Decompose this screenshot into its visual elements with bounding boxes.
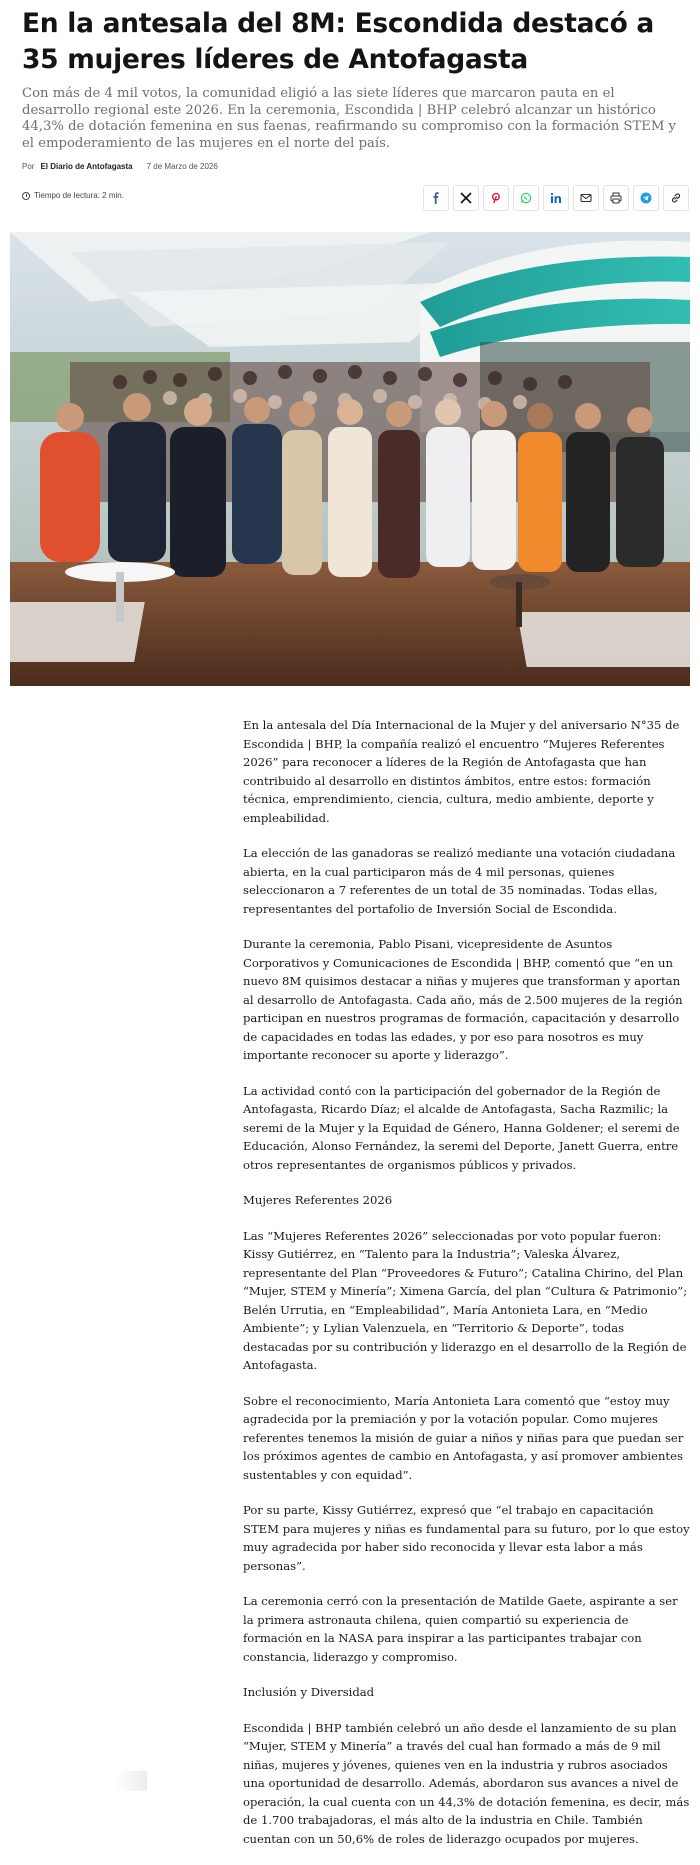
hero-photo <box>10 232 690 686</box>
body-paragraph: Durante la ceremonia, Pablo Pisani, vicepresidente de Asuntos Corporativos y Comunicaciones de Escondida | BHP, comentó que “en un nuevo 8M quisimos destacar a niñas y mujeres que transforman y aportan al desarrollo de Antofagasta. Cada año, más de 2.500 mujeres de la región participan en nuestros programas de formación, capacitación y desarrollo de capacidades en todas las edades, y por eso para nosotros es muy importante reconocer su aporte y liderazgo”. <box>243 937 683 1062</box>
print-button[interactable] <box>603 185 629 211</box>
facebook-icon <box>430 192 442 204</box>
x-icon <box>460 192 472 204</box>
body-paragraph: Escondida | BHP también celebró un año desde el lanzamiento de su plan “Mujer, STEM y Minería” a través del cual han formado a más de 9 mil niñas, mujeres y jóvenes, quienes ven en la industria y rubros asociados una oportunidad de desarrollo. Además, abordaron sus avances a nivel de operación, la cual cuenta con un 44,3% de dotación femenina, es decir, más de 1.700 trabajadoras, el más alto de la industria en Chile. También cuentan con un 50,6% de roles de liderazgo ocupados por mujeres. <box>243 1720 690 1846</box>
body-paragraph: La ceremonia cerró con la presentación de Matilde Gaete, aspirante a ser la primera astronauta chilena, quien compartió su experiencia de formación en la NASA para inspirar a las participantes trabajar con constancia, liderazgo y compromiso. <box>243 1594 678 1664</box>
linkedin-icon <box>550 192 562 204</box>
share-bar <box>423 185 689 211</box>
article-summary: Con más de 4 mil votos, la comunidad eligió a las siete líderes que marcaron pauta en el desarrollo regional este 2026. En la ceremonia, Escondida | BHP celebró alcanzar un histórico 44,3% de dotación femenina en sus faenas, reafirmando su compromiso con la formación STEM y el empoderamiento de las mujeres en el norte del país. <box>22 86 677 151</box>
body-paragraph: Por su parte, Kissy Gutiérrez, expresó que “el trabajo en capacitación STEM para mujeres y niñas es fundamental para su futuro, por lo que estoy muy agradecida por haber sido reconocida y llevar esta labor a más personas”. <box>243 1503 690 1573</box>
body-paragraph: Las “Mujeres Referentes 2026” seleccionadas por voto popular fueron: Kissy Gutiérrez, en “Talento para la Industria”; Valeska Álvarez, representante del Plan “Proveedores & Futuro”; Catalina Chirino, del Plan “Mujer, STEM y Minería”; Ximena García, del plan “Cultura & Patrimonio”; Belén Urrutia, en “Empleabilidad”, María Antonieta Lara, en “Medio Ambiente”; y Lylian Valenzuela, en “Territorio & Deporte”, todas destacadas por su contribución y liderazgo en el desarrollo de la Región de Antofagasta. <box>243 1228 688 1372</box>
reading-time <box>22 191 124 200</box>
link-icon <box>670 192 682 204</box>
whatsapp-icon <box>520 192 532 204</box>
publish-date: 7 de Marzo de 2026 <box>146 162 218 171</box>
article-title: En la antesala del 8M: Escondida destacó a 35 mujeres líderes de Antofagasta <box>22 8 654 75</box>
share-linkedin-button[interactable] <box>543 185 569 211</box>
reading-time-label: Tiempo de lectura: 2 min. <box>34 191 124 200</box>
body-paragraph: En la antesala del Día Internacional de la Mujer y del aniversario N°35 de Escondida | BHP, la compañía realizó el encuentro “Mujeres Referentes 2026” para reconocer a líderes de la Región de Antofagasta que han contribuido al desarrollo en distintos ámbitos, entre estos: formación técnica, emprendimiento, ciencia, cultura, medio ambiente, deporte y empleabilidad. <box>243 718 680 825</box>
faded-overlay <box>115 1771 147 1791</box>
group-photo-illustration <box>10 232 690 686</box>
body-paragraph: La elección de las ganadoras se realizó mediante una votación ciudadana abierta, en la cual participaron más de 4 mil personas, quienes seleccionaron a 7 referentes de un total de 35 nominadas. Todas ellas, representantes del portafolio de Inversión Social de Escondida. <box>243 846 676 916</box>
copy-link-button[interactable] <box>663 185 689 211</box>
article-body <box>243 716 691 1865</box>
email-icon <box>580 192 592 204</box>
telegram-icon <box>640 192 652 204</box>
print-icon <box>610 192 622 204</box>
pinterest-icon <box>490 192 502 204</box>
byline <box>22 162 218 171</box>
share-pinterest-button[interactable] <box>483 185 509 211</box>
body-paragraph: La actividad contó con la participación del gobernador de la Región de Antofagasta, Ricardo Díaz; el alcalde de Antofagasta, Sacha Razmilic; la seremi de la Mujer y la Equidad de Género, Hanna Goldener; el seremi de Educación, Alonso Fernández, la seremi del Deporte, Janett Guerra, entre otros representantes de organismos públicos y privados. <box>243 1083 680 1172</box>
share-facebook-button[interactable] <box>423 185 449 211</box>
share-telegram-button[interactable] <box>633 185 659 211</box>
clock-icon <box>22 192 30 200</box>
share-x-button[interactable] <box>453 185 479 211</box>
author-link[interactable]: El Diario de Antofagasta <box>40 162 133 171</box>
share-email-button[interactable] <box>573 185 599 211</box>
section-heading: Mujeres Referentes 2026 <box>243 1193 393 1207</box>
share-whatsapp-button[interactable] <box>513 185 539 211</box>
section-heading: Inclusión y Diversidad <box>243 1685 375 1699</box>
body-paragraph: Sobre el reconocimiento, María Antonieta Lara comentó que “estoy muy agradecida por la premiación y por la votación popular. Como mujeres referentes tenemos la misión de guiar a niños y niñas para que puedan ser los próximos agentes de cambio en Antofagasta, y así promover ambientes sustentables y con equidad”. <box>243 1393 684 1482</box>
byline-prefix: Por <box>22 162 35 171</box>
